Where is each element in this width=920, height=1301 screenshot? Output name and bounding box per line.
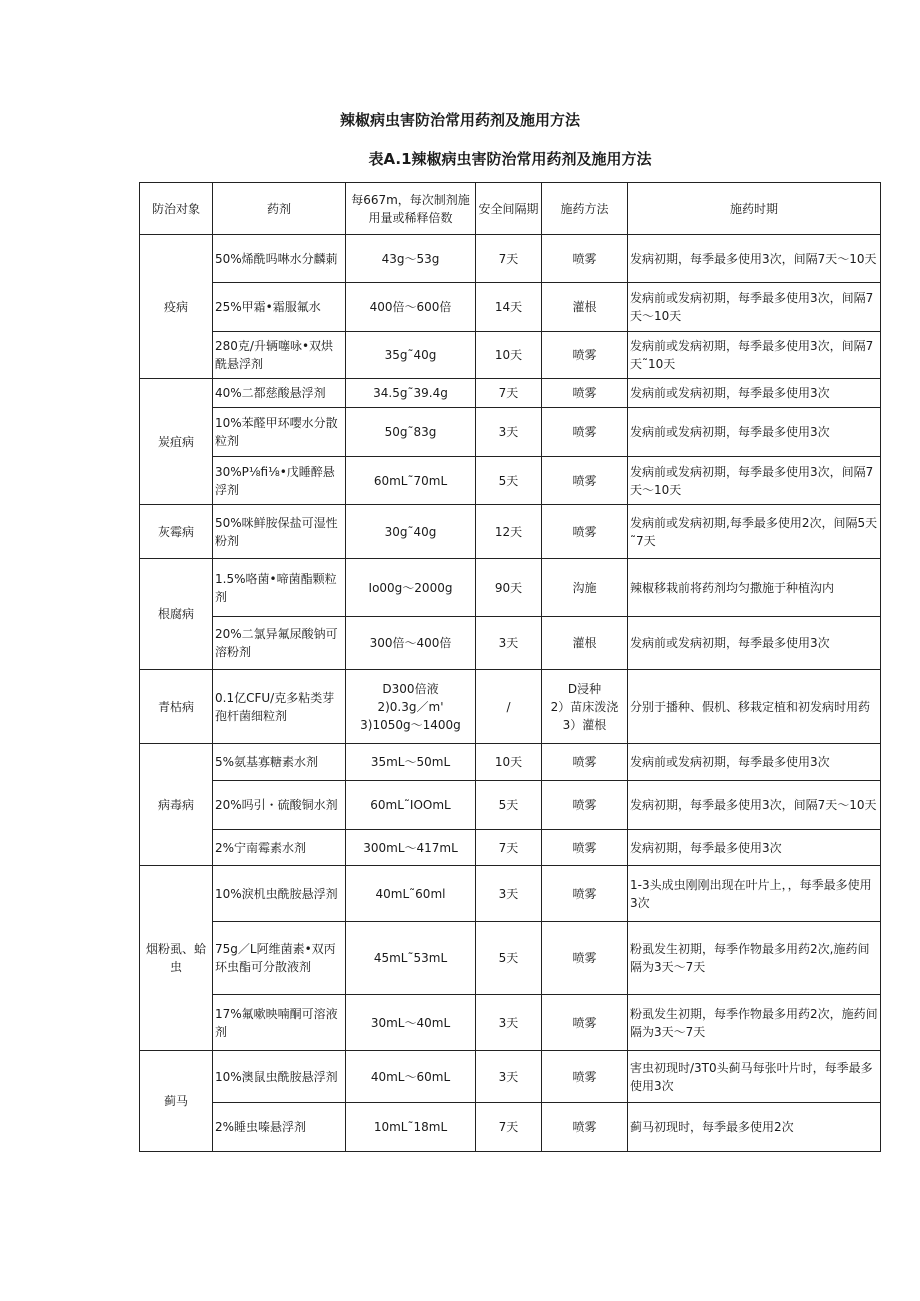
pesticide-table: [139, 182, 881, 1152]
table-row: [140, 670, 881, 744]
table-row: [140, 922, 881, 995]
period-cell: 发病前或发病初期,每季最多使用2次，间隔5天˜7天: [628, 505, 881, 559]
period-cell: 粉虱发生初期，每季作物最多用药2次,施药间隔为3天～7天: [628, 922, 881, 995]
method-cell: 喷雾: [542, 744, 628, 781]
interval-cell: 3天: [476, 866, 542, 922]
method-cell: 喷雾: [542, 505, 628, 559]
table-row: [140, 1051, 881, 1103]
header-agent: 药剂: [213, 183, 346, 235]
agent-cell: 10%澳鼠虫酰胺悬浮剂: [213, 1051, 346, 1103]
period-cell: 粉虱发生初期，每季作物最多用药2次，施药间隔为3天～7天: [628, 995, 881, 1051]
target-cell: 根腐病: [140, 559, 213, 670]
table-row: [140, 235, 881, 283]
interval-cell: /: [476, 670, 542, 744]
dose-cell: 300倍～400倍: [346, 617, 476, 670]
period-cell: 辣椒移栽前将药剂均匀撒施于种植沟内: [628, 559, 881, 617]
period-cell: 发病前或发病初期，每季最多使用3次: [628, 408, 881, 457]
header-interval: 安全间隔期: [476, 183, 542, 235]
period-cell: 发病前或发病初期，每季最多使用3次: [628, 744, 881, 781]
period-cell: 发病前或发病初期，每季最多使用3次，间隔7天～10天: [628, 457, 881, 505]
method-cell: 喷雾: [542, 457, 628, 505]
target-cell: 蓟马: [140, 1051, 213, 1152]
interval-cell: 5天: [476, 781, 542, 830]
interval-cell: 7天: [476, 830, 542, 866]
header-period: 施药时期: [628, 183, 881, 235]
method-cell: 喷雾: [542, 1103, 628, 1152]
table-row: [140, 781, 881, 830]
method-cell: 喷雾: [542, 922, 628, 995]
table-row: [140, 830, 881, 866]
dose-cell: 45mL˜53mL: [346, 922, 476, 995]
table-row: [140, 457, 881, 505]
period-cell: 发病初期，每季最多使用3次: [628, 830, 881, 866]
agent-cell: 2%宁南霉素水剂: [213, 830, 346, 866]
dose-cell: D300倍液 2)0.3g／m' 3)1050g～1400g: [346, 670, 476, 744]
method-cell: 灌根: [542, 617, 628, 670]
table-row: [140, 1103, 881, 1152]
interval-cell: 3天: [476, 1051, 542, 1103]
dose-cell: 43g～53g: [346, 235, 476, 283]
dose-cell: 35mL～50mL: [346, 744, 476, 781]
target-cell: 病毒病: [140, 744, 213, 866]
agent-cell: 50%咪鲜胺保盐可湿性粉剂: [213, 505, 346, 559]
period-cell: 发病初期，每季最多使用3次，间隔7天～10天: [628, 781, 881, 830]
period-cell: 害虫初现时/3T0头蓟马每张叶片时，每季最多使用3次: [628, 1051, 881, 1103]
interval-cell: 10天: [476, 332, 542, 379]
target-cell: 烟粉虱、蛤虫: [140, 866, 213, 1051]
table-row: [140, 283, 881, 332]
dose-cell: Io00g～2000g: [346, 559, 476, 617]
agent-cell: 75g／L阿维菌素•双丙环虫酯可分散液剂: [213, 922, 346, 995]
dose-cell: 300mL～417mL: [346, 830, 476, 866]
agent-cell: 0.1亿CFU/克多粘类芽孢杆菌细粒剂: [213, 670, 346, 744]
interval-cell: 90天: [476, 559, 542, 617]
dose-cell: 50g˜83g: [346, 408, 476, 457]
method-cell: 喷雾: [542, 379, 628, 408]
interval-cell: 7天: [476, 1103, 542, 1152]
table-row: [140, 332, 881, 379]
interval-cell: 5天: [476, 457, 542, 505]
agent-cell: 25%甲霜•霜服氟水: [213, 283, 346, 332]
period-cell: 1-3头成虫刚刚出现在叶片上，，每季最多使用3次: [628, 866, 881, 922]
method-cell: 灌根: [542, 283, 628, 332]
table-row: [140, 617, 881, 670]
target-cell: 青枯病: [140, 670, 213, 744]
agent-cell: 10%苯醛甲环嘤水分散粒剂: [213, 408, 346, 457]
dose-cell: 40mL˜60ml: [346, 866, 476, 922]
agent-cell: 280克/升辆噻咏•双烘酰悬浮剂: [213, 332, 346, 379]
table-row: [140, 866, 881, 922]
method-cell: D浸种 2）苗床泼浇 3）灌根: [542, 670, 628, 744]
method-cell: 喷雾: [542, 995, 628, 1051]
interval-cell: 7天: [476, 379, 542, 408]
table-body: [140, 235, 881, 1152]
dose-cell: 10mL˜18mL: [346, 1103, 476, 1152]
dose-cell: 40mL～60mL: [346, 1051, 476, 1103]
method-cell: 沟施: [542, 559, 628, 617]
agent-cell: 20%吗引・硫酸铜水剂: [213, 781, 346, 830]
method-cell: 喷雾: [542, 332, 628, 379]
agent-cell: 40%二都慈酸悬浮剂: [213, 379, 346, 408]
table-row: [140, 559, 881, 617]
header-dose: 每667m，每次制剂施用量或稀释倍数: [346, 183, 476, 235]
method-cell: 喷雾: [542, 866, 628, 922]
table-row: [140, 995, 881, 1051]
target-cell: 炭疽病: [140, 379, 213, 505]
document-title: 辣椒病虫害防治常用药剂及施用方法: [339, 111, 580, 129]
table-caption: 表A.1辣椒病虫害防治常用药剂及施用方法: [368, 150, 652, 168]
period-cell: 发病前或发病初期，每季最多使用3次: [628, 379, 881, 408]
dose-cell: 34.5g˜39.4g: [346, 379, 476, 408]
dose-cell: 35g˜40g: [346, 332, 476, 379]
method-cell: 喷雾: [542, 781, 628, 830]
table-row: [140, 505, 881, 559]
period-cell: 发病前或发病初期，每季最多使用3次，间隔7天～10天: [628, 283, 881, 332]
target-cell: 灰霉病: [140, 505, 213, 559]
header-target: 防治对象: [140, 183, 213, 235]
agent-cell: 20%二氯异氟尿酸钠可溶粉剂: [213, 617, 346, 670]
agent-cell: 1.5%咯菌•啼菌酯颗粒剂: [213, 559, 346, 617]
agent-cell: 17%氟嗽映喃酮可溶液剂: [213, 995, 346, 1051]
interval-cell: 10天: [476, 744, 542, 781]
agent-cell: 2%睡虫嗪悬浮剂: [213, 1103, 346, 1152]
method-cell: 喷雾: [542, 235, 628, 283]
period-cell: 发病前或发病初期，每季最多使用3次，间隔7天˜10天: [628, 332, 881, 379]
interval-cell: 5天: [476, 922, 542, 995]
period-cell: 分别于播种、假机、移栽定植和初发病时用药: [628, 670, 881, 744]
agent-cell: 30%P⅛fi⅛•戊睡醉悬浮剂: [213, 457, 346, 505]
dose-cell: 30mL～40mL: [346, 995, 476, 1051]
agent-cell: 10%淚机虫酰胺悬浮剂: [213, 866, 346, 922]
interval-cell: 12天: [476, 505, 542, 559]
period-cell: 发病前或发病初期，每季最多使用3次: [628, 617, 881, 670]
method-cell: 喷雾: [542, 408, 628, 457]
period-cell: 蓟马初现时，每季最多使用2次: [628, 1103, 881, 1152]
dose-cell: 60mL˜IOOmL: [346, 781, 476, 830]
target-cell: 疫病: [140, 235, 213, 379]
interval-cell: 3天: [476, 995, 542, 1051]
dose-cell: 60mL˜70mL: [346, 457, 476, 505]
interval-cell: 14天: [476, 283, 542, 332]
method-cell: 喷雾: [542, 1051, 628, 1103]
method-cell: 喷雾: [542, 830, 628, 866]
table-row: [140, 744, 881, 781]
table-header-row: [140, 183, 881, 235]
interval-cell: 3天: [476, 408, 542, 457]
interval-cell: 3天: [476, 617, 542, 670]
dose-cell: 400倍～600倍: [346, 283, 476, 332]
header-method: 施药方法: [542, 183, 628, 235]
agent-cell: 50%烯酰吗啉水分麟莿: [213, 235, 346, 283]
agent-cell: 5%氨基寡糖素水剂: [213, 744, 346, 781]
table-row: [140, 379, 881, 408]
period-cell: 发病初期，每季最多使用3次，间隔7天～10天: [628, 235, 881, 283]
table-row: [140, 408, 881, 457]
dose-cell: 30g˜40g: [346, 505, 476, 559]
interval-cell: 7天: [476, 235, 542, 283]
